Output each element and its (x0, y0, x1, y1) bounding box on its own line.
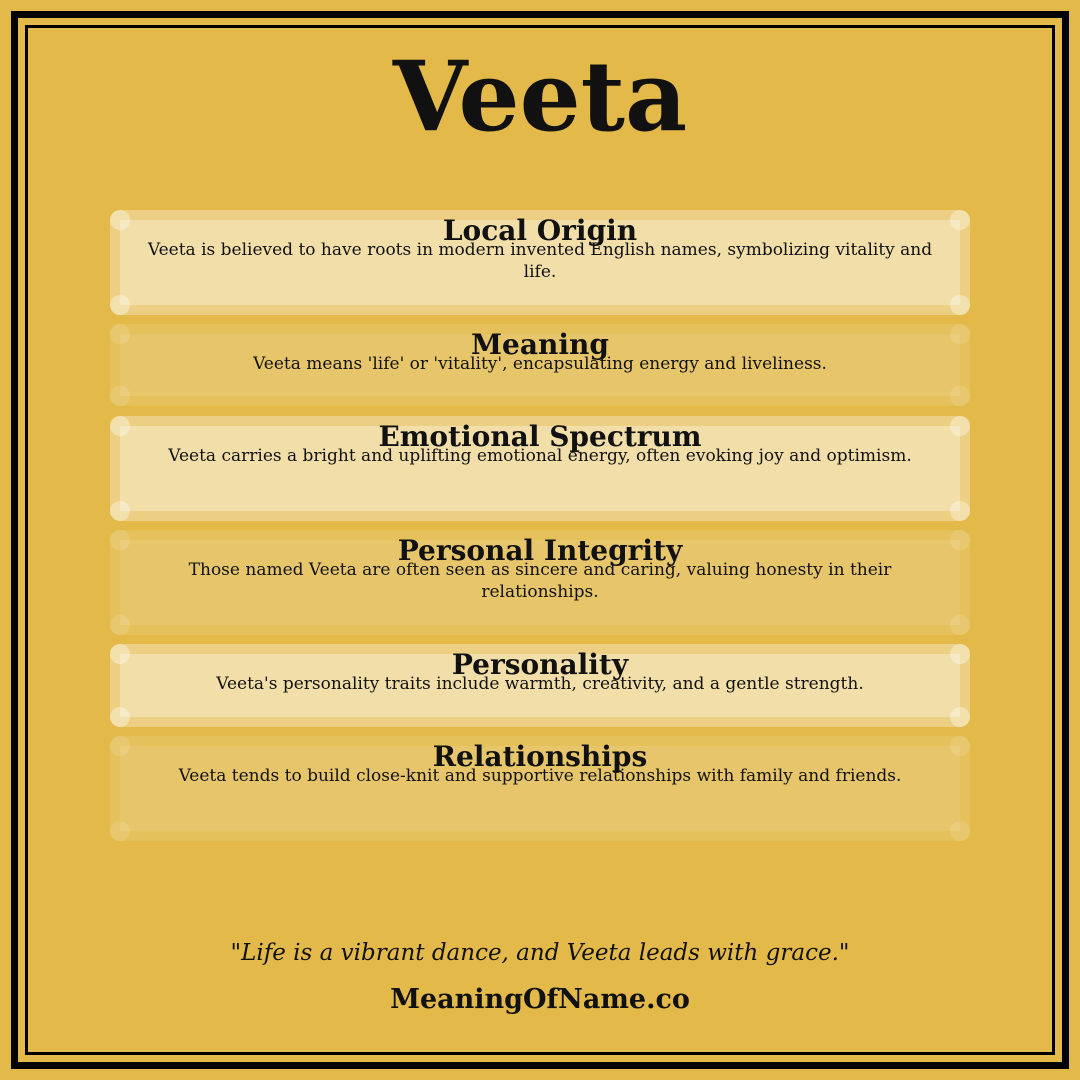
card-heading: Personality (451, 648, 629, 681)
card-heading: Relationships (432, 740, 648, 773)
corner-dot-icon (110, 615, 130, 635)
corner-dot-icon (110, 707, 130, 727)
corner-dot-icon (950, 707, 970, 727)
corner-dot-icon (950, 386, 970, 406)
card-personal-integrity (110, 530, 970, 635)
card-heading: Emotional Spectrum (378, 420, 702, 453)
card-heading: Local Origin (442, 214, 638, 247)
card-personality (110, 644, 970, 727)
card-text: Veeta is believed to have roots in modern invented English names, symbolizing vitality and life. (147, 240, 933, 282)
card-text: Veeta carries a bright and uplifting emotional energy, often evoking joy and optimism. (168, 446, 912, 466)
corner-dot-icon (110, 501, 130, 521)
corner-dot-icon (110, 821, 130, 841)
card-emotional-spectrum (110, 416, 970, 521)
quote: "Life is a vibrant dance, and Veeta leads with grace." (230, 940, 850, 966)
card-local-origin (110, 210, 970, 315)
corner-dot-icon (950, 501, 970, 521)
name-title: Veeta (392, 40, 688, 153)
card-meaning (110, 324, 970, 406)
card-relationships (110, 736, 970, 841)
corner-dot-icon (950, 821, 970, 841)
card-text: Veeta tends to build close-knit and supportive relationships with family and friends. (178, 766, 902, 786)
card-heading: Personal Integrity (397, 534, 683, 567)
corner-dot-icon (110, 295, 130, 315)
brand-name: MeaningOfName.co (390, 984, 690, 1015)
card-text: Veeta's personality traits include warmth, creativity, and a gentle strength. (216, 674, 864, 694)
card-text: Those named Veeta are often seen as sincere and caring, valuing honesty in their relationships. (188, 560, 892, 602)
card-text: Veeta means 'life' or 'vitality', encapsulating energy and liveliness. (253, 354, 827, 374)
card-heading: Meaning (471, 328, 609, 361)
corner-dot-icon (110, 386, 130, 406)
corner-dot-icon (950, 615, 970, 635)
corner-dot-icon (950, 295, 970, 315)
